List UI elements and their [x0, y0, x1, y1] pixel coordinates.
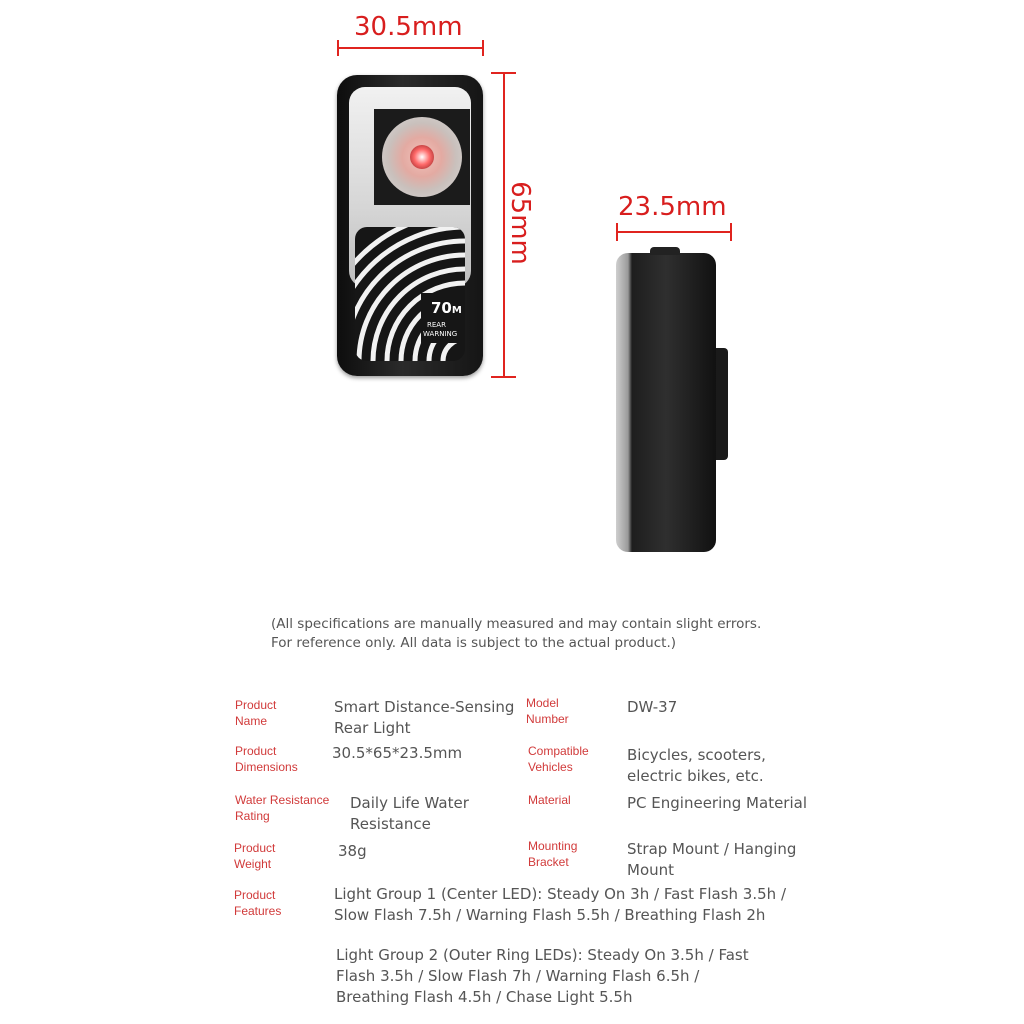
- spec-label-water-resistance: Water Resistance Rating: [235, 793, 330, 823]
- spec-value-material: PC Engineering Material: [627, 794, 807, 812]
- spec-label-model-number: Model Number: [526, 696, 569, 726]
- top-button: [650, 247, 680, 255]
- measurement-disclaimer: [271, 615, 761, 653]
- spec-value-product-name: Smart Distance-Sensing Rear Light: [334, 698, 515, 737]
- spec-label-material: Material: [528, 793, 571, 807]
- lens-housing: [374, 109, 470, 205]
- spec-value-water-resistance: Daily Life Water Resistance: [350, 794, 469, 833]
- spec-value-features-group1: Light Group 1 (Center LED): Steady On 3h / Fast Flash 3.5h / Slow Flash 7.5h / Warning Flash 5.5h / Breathing Flash 2h: [334, 885, 786, 924]
- disclaimer-line1: (All specifications are manually measured and may contain slight errors.: [271, 616, 762, 632]
- spec-value-dimensions: 30.5*65*23.5mm: [332, 744, 463, 762]
- spec-label-dimensions: Product Dimensions: [235, 744, 298, 774]
- lens-ring: [382, 117, 462, 197]
- side-depth-tick-left: [616, 223, 618, 241]
- spec-label-product-name: Product Name: [235, 698, 277, 728]
- spec-label-mounting-bracket: Mounting Bracket: [528, 839, 578, 869]
- mount-clip: [716, 348, 728, 460]
- spec-value-model-number: DW-37: [627, 698, 678, 716]
- wave-pattern-panel: [355, 227, 465, 361]
- wave-pattern-graphic: [355, 227, 465, 361]
- rear-light-front-view: [337, 75, 483, 376]
- badge-line2: WARNING: [423, 330, 458, 338]
- front-height-tick-bottom: [491, 376, 516, 378]
- spec-label-weight: Product Weight: [234, 841, 276, 871]
- front-width-line: [337, 47, 484, 49]
- spec-value-vehicles: Bicycles, scooters, electric bikes, etc.: [627, 746, 766, 785]
- front-width-label: 30.5mm: [354, 12, 463, 42]
- badge-range: 70M: [431, 299, 462, 317]
- side-depth-tick-right: [730, 223, 732, 241]
- center-led: [410, 145, 434, 169]
- disclaimer-line2: For reference only. All data is subject to the actual product.): [271, 635, 677, 651]
- rear-light-side-view: [616, 253, 716, 552]
- spec-value-weight: 38g: [338, 842, 367, 860]
- side-depth-label: 23.5mm: [618, 192, 727, 222]
- front-height-label: 65mm: [504, 181, 535, 265]
- spec-label-features: Product Features: [234, 888, 282, 918]
- spec-value-mounting-bracket: Strap Mount / Hanging Mount: [627, 840, 797, 879]
- spec-label-vehicles: Compatible Vehicles: [528, 744, 589, 774]
- side-depth-line: [616, 231, 732, 233]
- front-width-tick-right: [482, 40, 484, 56]
- front-width-tick-left: [337, 40, 339, 56]
- badge-line1: REAR: [427, 321, 446, 329]
- front-height-tick-top: [491, 72, 516, 74]
- spec-value-features-group2: Light Group 2 (Outer Ring LEDs): Steady On 3.5h / Fast Flash 3.5h / Slow Flash 7h / Warning Flash 6.5h / Breathing Flash 4.5h / Chase Light 5.5h: [336, 946, 749, 1006]
